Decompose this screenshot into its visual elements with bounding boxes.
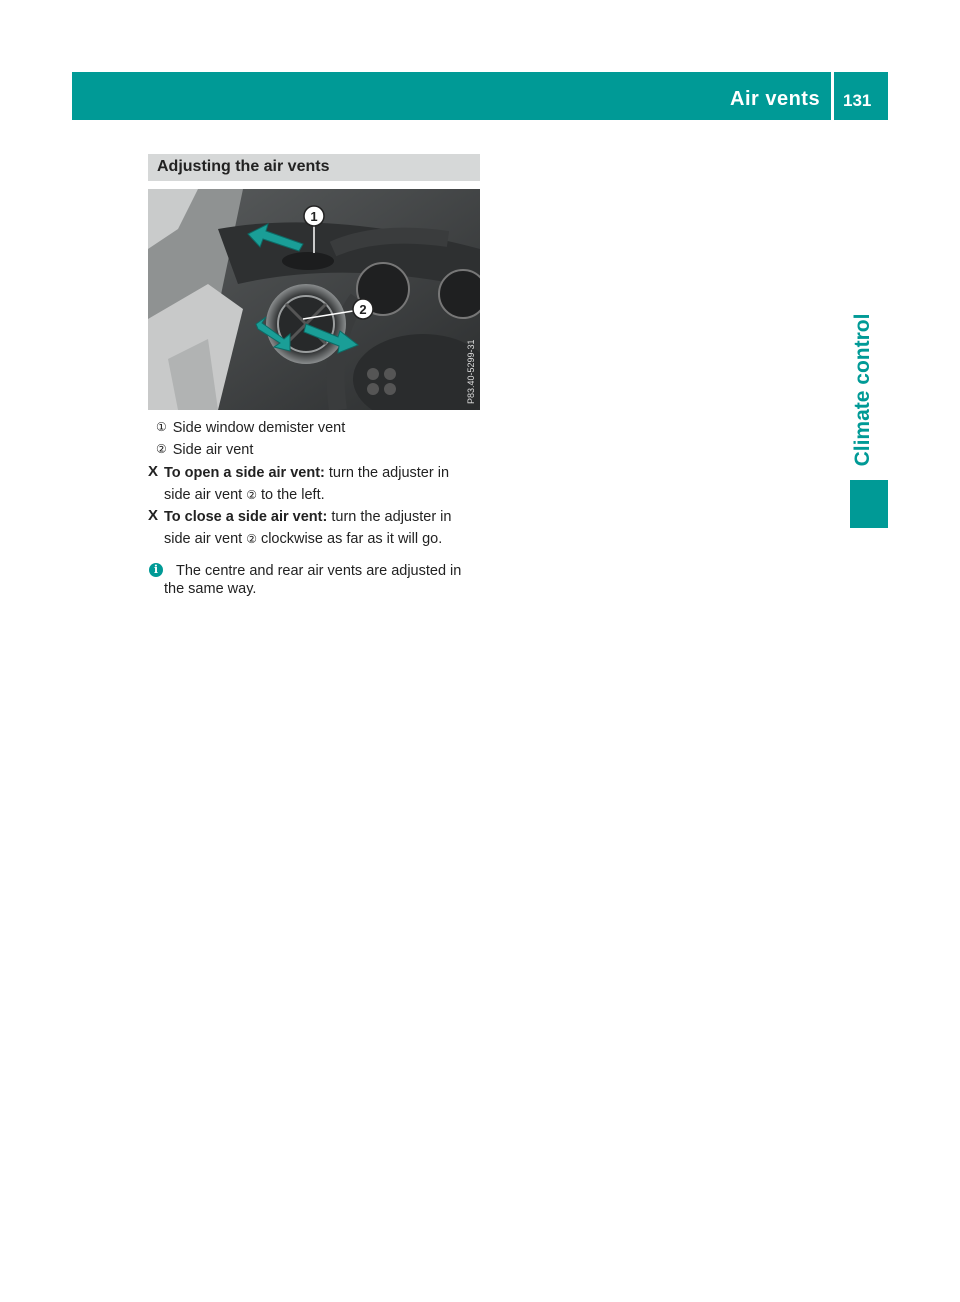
- chapter-tab: [838, 300, 888, 480]
- step-1-line-1: To open a side air vent: turn the adjuster in: [164, 465, 450, 481]
- step-2-marker: X: [148, 507, 159, 524]
- step-1-line-2: side air vent ② to the left.: [164, 487, 325, 503]
- callout-2: 2: [359, 302, 367, 317]
- header-divider: [831, 72, 834, 120]
- legend-item-1: ① Side window demister vent: [156, 420, 346, 436]
- section-heading-text: Adjusting the air vents: [157, 158, 330, 175]
- chapter-tab-label: Climate control: [851, 313, 874, 467]
- page-number: 131: [843, 91, 872, 110]
- section-heading: [148, 154, 480, 181]
- step-2-line-2: side air vent ② clockwise as far as it will go.: [164, 531, 443, 547]
- air-vents-figure: [148, 189, 480, 410]
- step-2-line-1: To close a side air vent: turn the adjuster in: [164, 509, 452, 525]
- step-1-marker: X: [148, 463, 159, 480]
- chapter-tab-block: [850, 480, 888, 528]
- legend-item-2: ② Side air vent: [156, 442, 254, 458]
- info-icon: i: [149, 563, 163, 577]
- page-title: Air vents: [730, 88, 821, 110]
- info-line-1: The centre and rear air vents are adjusted in: [176, 563, 462, 579]
- callout-1: 1: [310, 209, 318, 224]
- figure-code: P83.40-5299-31: [466, 339, 476, 404]
- info-line-2: the same way.: [164, 581, 257, 597]
